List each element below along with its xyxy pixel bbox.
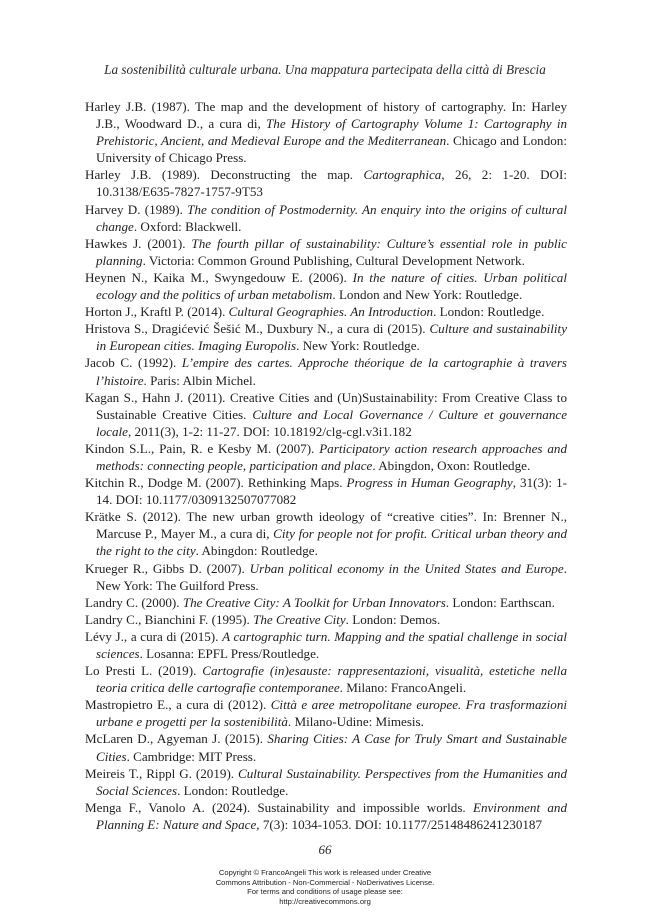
reference-text: Landry C. (2000). [85, 594, 183, 610]
reference-text: Kagan S., Hahn J. (2011). Creative Cities and (Un)Sustainability: From Creative Class to Sustainable Creative Cities. [85, 389, 567, 422]
reference-text: Kindon S.L., Pain, R. e Kesby M. (2007). [85, 440, 320, 456]
reference-title: Città e aree metropolitane europee. Fra trasformazioni urbane e progetti per la sostenibilità [96, 697, 567, 730]
reference-text: . Chicago and London: University of Chicago Press. [96, 133, 567, 166]
reference-title: Progress in Human Geography [346, 475, 513, 491]
reference-title: Sharing Cities: A Case for Truly Smart and Sustainable Cities [96, 731, 567, 764]
reference-text: Lévy J., a cura di (2015). [85, 628, 223, 644]
reference-entry [85, 560, 567, 594]
reference-entry [85, 201, 567, 235]
reference-title: Cartographica [363, 167, 442, 183]
reference-title: Environment and Planning E: Nature and Space [96, 799, 567, 832]
reference-entry [85, 474, 567, 508]
reference-text: , 26, 2: 1-20. DOI: 10.3138/E635-7827-1757-9T53 [96, 167, 567, 200]
reference-text: Lo Presti L. (2019). [85, 663, 203, 679]
reference-text: Jacob C. (1992). [85, 355, 182, 371]
reference-title: Culture and sustainability in European cities. Imaging Europolis [96, 321, 568, 354]
reference-title: The Creative City: A Toolkit for Urban Innovators [182, 594, 446, 610]
reference-text: . London: Routledge. [433, 304, 545, 320]
reference-title: The fourth pillar of sustainability: Culture’s essential role in public planning [96, 235, 567, 268]
reference-text: . London and New York: Routledge. [332, 287, 523, 303]
reference-text: . New York: Routledge. [296, 338, 420, 354]
reference-text: . London: Earthscan. [445, 594, 555, 610]
reference-entry [85, 696, 567, 730]
reference-entry [85, 389, 567, 440]
reference-text: . Losanna: EPFL Press/Routledge. [139, 646, 320, 661]
reference-text: . New York: The Guilford Press. [96, 560, 567, 593]
reference-entry [85, 98, 567, 166]
reference-text: Horton J., Kraftl P. (2014). [85, 304, 229, 320]
running-head: La sostenibilità culturale urbana. Una mappatura partecipata della città di Brescia [104, 62, 546, 77]
reference-text: . Milano-Udine: Mimesis. [287, 714, 424, 730]
reference-text: , 2011(3), 1-2: 11-27. DOI: 10.18192/clg-cgl.v3i1.182 [128, 423, 412, 439]
reference-text: Harley J.B. (1989). Deconstructing the map. [85, 167, 364, 183]
reference-text: Landry C., Bianchini F. (1995). [85, 611, 254, 627]
reference-entry [85, 765, 567, 799]
reference-title: Culture and Local Governance / Culture et gouvernance locale [96, 406, 568, 439]
reference-title: Participatory action research approaches and methods: connecting people, participation and place [96, 440, 567, 473]
reference-text: . London: Routledge. [177, 782, 289, 798]
reference-text: . Victoria: Common Ground Publishing, Cultural Development Network. [142, 252, 525, 268]
reference-title: Cultural Geographies. An Introduction [228, 304, 434, 320]
license-notice [0, 868, 650, 906]
reference-entry [85, 320, 567, 354]
reference-text: Heynen N., Kaika M., Swyngedouw E. (2006). [85, 269, 353, 285]
license-line: Copyright © FrancoAngeli This work is released under Creative [218, 868, 432, 877]
reference-list [85, 98, 567, 833]
reference-entry [85, 594, 567, 611]
reference-entry [85, 440, 567, 474]
reference-text: Harvey D. (1989). [85, 201, 188, 217]
reference-title: Urban political economy in the United States and Europe [249, 560, 564, 576]
reference-text: Menga F., Vanolo A. (2024). Sustainability and impossible worlds. [85, 799, 473, 815]
reference-text: Krätke S. (2012). The new urban growth ideology of “creative cities”. In: Brenner N., Marcuse P., Mayer M., a cura di, [85, 509, 567, 542]
reference-title: L’empire des cartes. Approche théorique de la cartographie à travers l’histoire [96, 355, 568, 388]
reference-title: A cartographic turn. Mapping and the spatial challenge in social sciences [96, 628, 567, 661]
reference-title: Cartografie (in)esauste: rappresentazioni, visualità, estetiche nella teoria critica delle cartografie contemporanee [96, 663, 567, 696]
reference-text: . Oxford: Blackwell. [133, 218, 242, 234]
reference-entry [85, 611, 567, 628]
reference-title: The condition of Postmodernity. An enquiry into the origins of cultural change [96, 201, 567, 234]
reference-entry [85, 730, 567, 764]
reference-title: Cultural Sustainability. Perspectives from the Humanities and Social Sciences [96, 765, 567, 798]
reference-title: The Creative City [253, 611, 346, 627]
license-line: Commons Attribution - Non-Commercial - NoDerivatives License. [215, 877, 435, 887]
reference-text: Harley J.B. (1987). The map and the development of history of cartography. In: Harley J.B., Woodward D., a cura di, [85, 99, 567, 132]
reference-text: Hristova S., Dragićević Šešić M., Duxbury N., a cura di (2015). [85, 321, 430, 337]
reference-text: . London: Demos. [345, 611, 441, 627]
reference-text: . Abingdon, Oxon: Routledge. [372, 457, 531, 473]
reference-text: McLaren D., Agyeman J. (2015). [85, 731, 268, 747]
reference-text: Mastropietro E., a cura di (2012). [85, 697, 271, 713]
reference-entry [85, 354, 567, 388]
reference-text: Kitchin R., Dodge M. (2007). Rethinking Maps. [85, 475, 347, 491]
reference-text: Hawkes J. (2001). [85, 235, 192, 251]
reference-title: In the nature of cities. Urban political ecology and the politics of urban metabolism [96, 269, 567, 303]
reference-entry [85, 235, 567, 269]
reference-text: Meireis T., Rippl G. (2019). [85, 765, 239, 781]
reference-text: . Milano: FrancoAngeli. [339, 680, 467, 696]
reference-title: The History of Cartography Volume 1: Cartography in Prehistoric, Ancient, and Medieval Europe and the Mediterranean [96, 116, 568, 149]
reference-text: . Paris: Albin Michel. [143, 372, 256, 388]
reference-text: , 7(3): 1034-1053. DOI: 10.1177/25148486241230187 [256, 816, 543, 832]
reference-entry [85, 799, 567, 833]
license-line: For terms and conditions of usage please see: [247, 887, 403, 897]
reference-text: . Cambridge: MIT Press. [126, 748, 257, 764]
page-number: 66 [318, 842, 332, 857]
reference-text: , 31(3): 1-14. DOI: 10.1177/0309132507077082 [96, 475, 567, 508]
reference-entry [85, 269, 567, 303]
reference-entry [85, 166, 567, 200]
reference-entry [85, 662, 567, 696]
reference-entry [85, 303, 567, 320]
reference-entry [85, 508, 567, 559]
license-line: http://creativecommons.org [279, 896, 371, 906]
reference-title: City for people not for profit. Critical urban theory and the right to the city [96, 526, 567, 559]
reference-text: . Abingdon: Routledge. [195, 543, 318, 559]
reference-text: Krueger R., Gibbs D. (2007). [85, 560, 250, 576]
reference-entry [85, 628, 567, 662]
